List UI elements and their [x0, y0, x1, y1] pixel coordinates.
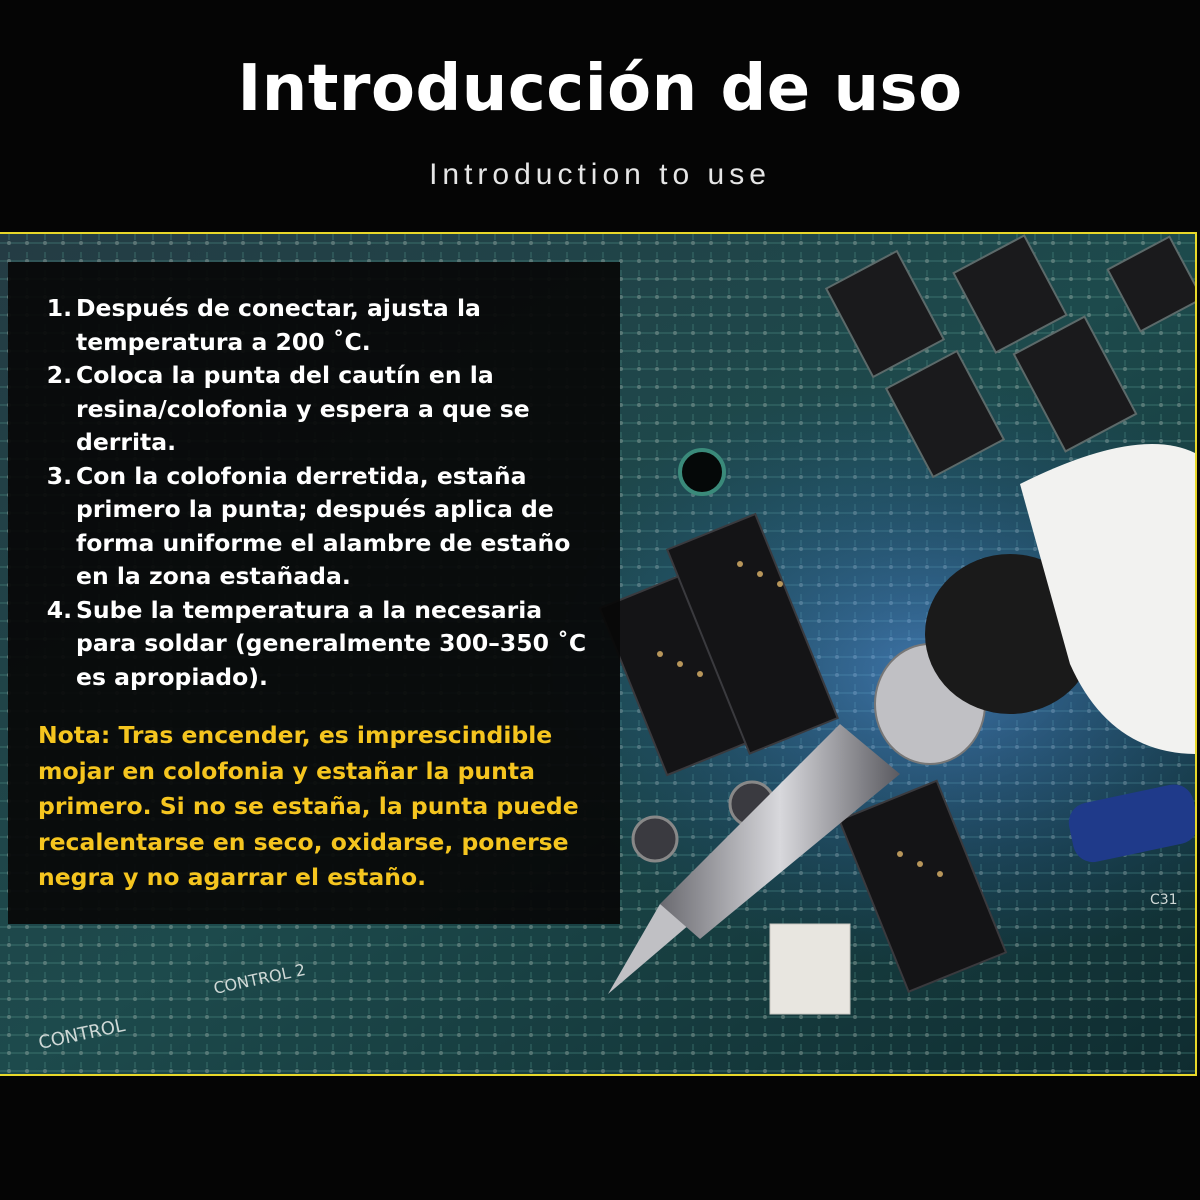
step-text: Con la colofonia derretida, estaña primero la punta; después aplica de forma uniforme el alambre de estaño en la zona estañada. — [76, 461, 571, 590]
note-text: Nota: Tras encender, es imprescindible mojar en colofonia y estañar la punta primero. Si no se estaña, la punta puede recalentarse en seco, oxidarse, ponerse negra y no agarrar el estaño. — [38, 721, 579, 891]
step-item — [46, 359, 600, 460]
step-text: Coloca la punta del cautín en la resina/colofonia y espera a que se derrita. — [76, 361, 530, 456]
board-label-c31: C31 — [1150, 892, 1178, 908]
step-text: Después de conectar, ajusta la temperatura a 200 ˚C. — [76, 294, 481, 356]
step-item — [46, 292, 600, 359]
instructions-panel — [8, 262, 620, 924]
step-item — [46, 594, 600, 695]
steps-list — [38, 292, 600, 694]
page-subtitle: Introduction to use — [429, 158, 771, 191]
step-text: Sube la temperatura a la necesaria para soldar (generalmente 300–350 ˚C es apropiado). — [76, 595, 587, 691]
step-number: 4. — [46, 595, 72, 624]
step-item — [46, 460, 600, 594]
step-number: 2. — [46, 361, 72, 389]
step-number: 1. — [46, 294, 72, 322]
step-number: 3. — [46, 461, 72, 490]
board-label-control-2: CONTROL 2 — [211, 959, 308, 998]
page-title: Introducción de uso — [237, 52, 963, 126]
board-label-control: CONTROL — [36, 1015, 128, 1054]
